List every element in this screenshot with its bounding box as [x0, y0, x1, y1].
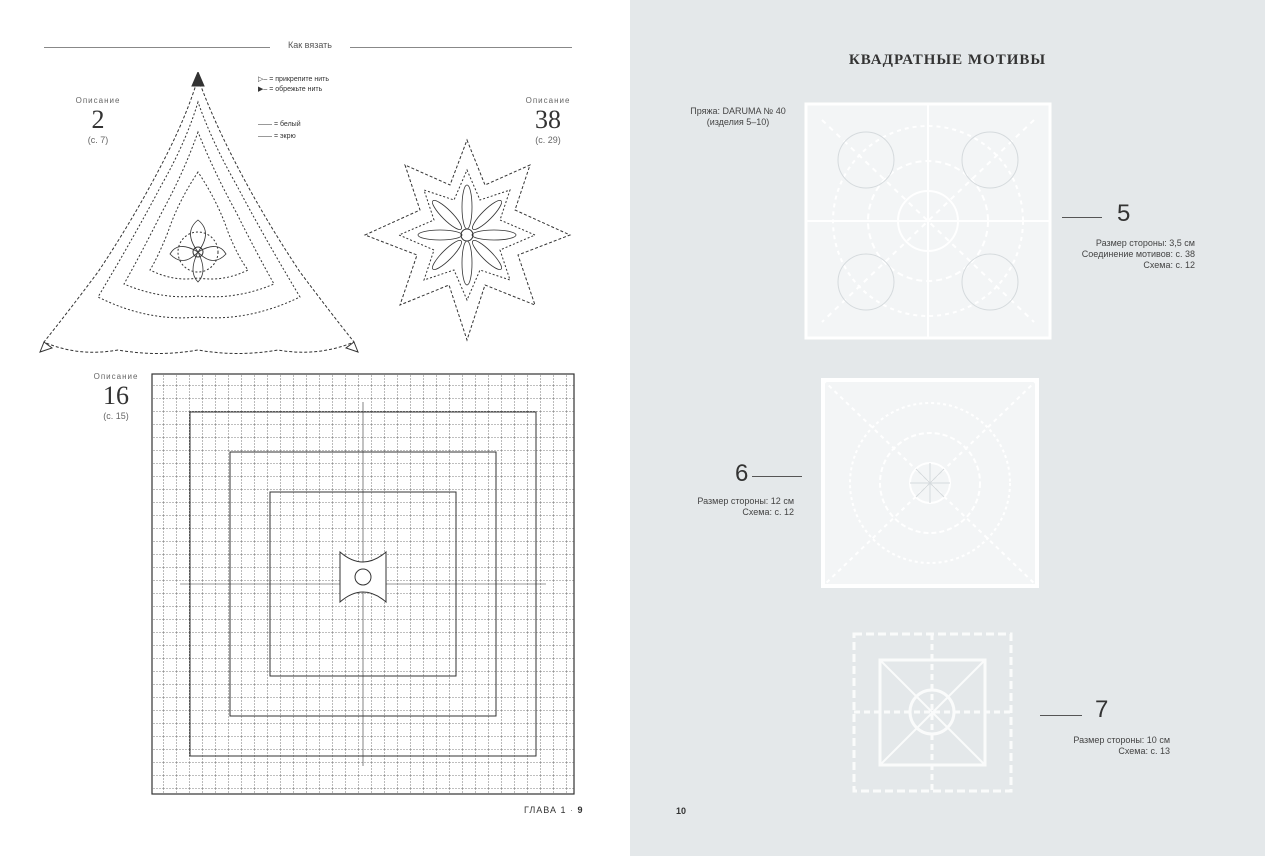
motif-6-info: [670, 496, 794, 518]
motif-7-scheme: Схема: с. 13: [1118, 746, 1170, 756]
triangle-crochet-diagram: [38, 72, 360, 357]
description-label: Описание: [525, 96, 571, 105]
motif-5-photo: [802, 100, 1054, 342]
motif-6-scheme: Схема: с. 12: [742, 507, 794, 517]
footer: [524, 805, 584, 815]
motif-7-info: [1038, 735, 1170, 757]
description-number: 2: [91, 105, 105, 134]
yarn-line-1: Пряжа: DARUMA № 40: [690, 106, 786, 116]
footer-separator: ·: [570, 805, 578, 815]
motif-6-number: 6: [735, 460, 749, 487]
motif-6-size: Размер стороны: 12 см: [697, 496, 794, 506]
left-page: [0, 0, 630, 856]
motif-7-size: Размер стороны: 10 см: [1073, 735, 1170, 745]
motif-7-number: 7: [1095, 696, 1109, 723]
motif-7-leader-line: [1040, 715, 1082, 716]
motif-5-scheme: Схема: с. 12: [1143, 260, 1195, 270]
legend-attach-text: = прикрепите нить: [269, 76, 330, 83]
description-ref: (с. 7): [87, 135, 109, 145]
footer-page-number: 9: [577, 805, 584, 815]
yarn-info: [678, 106, 798, 128]
description-number: 16: [103, 381, 129, 410]
motif-6-photo: [815, 372, 1045, 594]
motif-6-leader-line: [752, 476, 802, 477]
legend-white-text: = белый: [273, 121, 301, 128]
page-title: КВАДРАТНЫЕ МОТИВЫ: [848, 52, 1047, 68]
header-rule-left: [44, 47, 270, 48]
legend-ecru-text: = экрю: [273, 133, 296, 140]
motif-5-info: [1055, 238, 1195, 271]
right-page: [630, 0, 1265, 856]
footer-chapter: ГЛАВА 1: [524, 805, 567, 815]
header-title: Как вязать: [270, 40, 350, 50]
motif-5-joining: Соединение мотивов: с. 38: [1081, 249, 1195, 259]
legend-cut-text: = обрежьте нить: [269, 86, 323, 93]
description-label: Описание: [93, 372, 139, 381]
cut-symbol-icon: ▶–: [258, 86, 268, 93]
ecru-line-icon: ——: [258, 133, 272, 140]
right-page-number: 10: [676, 806, 687, 816]
star-crochet-diagram: [360, 135, 575, 345]
motif-5-number: 5: [1117, 200, 1131, 227]
motif-5-leader-line: [1062, 217, 1102, 218]
header-rule-right: [350, 47, 572, 48]
yarn-line-2: (изделия 5–10): [706, 117, 770, 127]
description-label: Описание: [75, 96, 121, 105]
attach-symbol-icon: ▷–: [258, 76, 268, 83]
description-number: 38: [535, 105, 561, 134]
motif-5-size: Размер стороны: 3,5 см: [1095, 238, 1195, 248]
description-ref: (с. 29): [535, 135, 561, 145]
description-16: [88, 372, 144, 421]
square-crochet-diagram: [150, 372, 576, 796]
description-ref: (с. 15): [103, 411, 129, 421]
white-line-icon: ——: [258, 121, 272, 128]
motif-7-photo: [840, 620, 1025, 805]
